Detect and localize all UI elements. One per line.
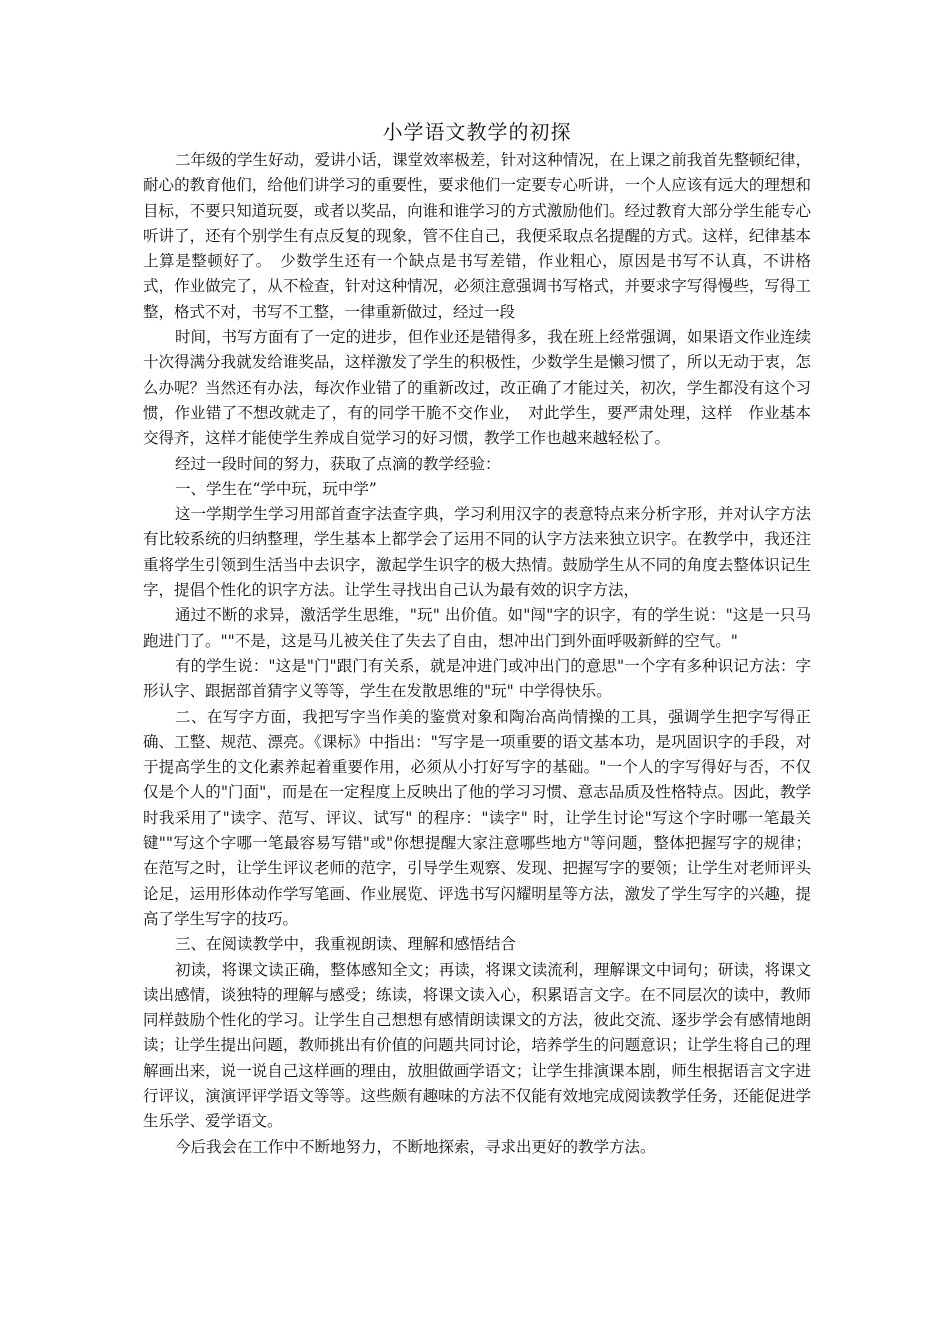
paragraph-discipline: 二年级的学生好动，爱讲小话，课堂效率极差，针对这种情况，在上课之前我首先整顿纪律，耐心的教育他们，给他们讲学习的重要性，要求他们一定要专心听讲，一个人应该有远大的理想和目标，不要只知道玩耍，或者以奖品，向谁和谁学习的方式激励他们。经过教育大部分学生能专心听讲了，还有个别学生有点反复的现象，管不住自己，我便采取点名提醒的方式。这样，纪律基本上算是整顿好了。 少数学生还有一个缺点是书写差错，作业粗心，原因是书写不认真，不讲格式，作业做完了，从不检查，针对这种情况，必须注意强调书写格式，并要求字写得慢些，写得工整，格式不对，书写不工整，一律重新做过，经过一段 [143, 151, 811, 321]
paragraph-conclusion: 今后我会在工作中不断地努力，不断地探索，寻求出更好的教学方法。 [175, 1137, 656, 1156]
section-heading-3: 三、在阅读教学中，我重视朗读、理解和感悟结合 [175, 935, 517, 954]
paragraph-homework-habits: 时间，书写方面有了一定的进步，但作业还是错得多，我在班上经常强调，如果语文作业连续十次得满分我就发给谁奖品，这样激发了学生的积极性，少数学生是懒习惯了，所以无动于衷，怎么办呢？当然还有办法，每次作业错了的重新改过，改正确了才能过关，初次，学生都没有这个习惯，作业错了不想改就走了，有的同学干脆不交作业， 对此学生，要严肃处理，这样 作业基本交得齐，这样才能使学生养成自觉学习的好习惯，教学工作也越来越轻松了。 [143, 328, 811, 448]
document-title: 小学语文教学的初探 [382, 120, 572, 144]
paragraph-writing-section: 二、在写字方面，我把写字当作美的鉴赏对象和陶冶高尚情操的工具，强调学生把字写得正确、工整、规范、漂亮。《课标》中指出："写字是一项重要的语文基本功，是巩固识字的手段，对于提高学生的文化素养起着重要作用，必须从小打好写字的基础。"一个人的字写得好与否，不仅仅是个人的"门面"，而是在一定程度上反映出了他的学习习惯、意志品质及性格特点。因此，教学时我采用了"读字、范写、评议、试写" 的程序："读字" 时，让学生讨论"写这个字时哪一笔最关键""写这个字哪一笔最容易写错"或"你想提醒大家注意哪些地方"等问题，整体把握写字的规律；在范写之时，让学生评议老师的范字，引导学生观察、发现、把握写字的要领；让学生对老师评头论足，运用形体动作学写笔画、作业展览、评选书写闪耀明星等方法，激发了学生写字的兴趣，提高了学生写字的技巧。 [143, 707, 811, 928]
paragraph-chuang-example: 通过不断的求异，激活学生思维，"玩" 出价值。如"闯"字的识字，有的学生说："这是一只马跑进门了。""不是，这是马儿被关住了失去了自由，想冲出门到外面呼吸新鲜的空气。" [143, 606, 811, 650]
paragraph-experience-intro: 经过一段时间的努力，获取了点滴的教学经验： [175, 454, 501, 473]
document-page [143, 118, 811, 1160]
section-heading-1: 一、学生在“学中玩，玩中学” [175, 479, 377, 498]
paragraph-men-example: 有的学生说："这是"门"跟门有关系，就是冲进门或冲出门的意思"一个字有多种识记方法：字形认字、跟据部首猜字义等等，学生在发散思维的"玩" 中学得快乐。 [143, 656, 811, 701]
paragraph-reading-methods: 初读，将课文读正确，整体感知全文；再读，将课文读流利，理解课文中词句；研读，将课文读出感情，谈独特的理解与感受；练读，将课文读入心，积累语言文字。在不同层次的读中，教师同样鼓励个性化的学习。让学生自己想想有感情朗读课文的方法，彼此交流、逐步学会有感情地朗读；让学生提出问题，教师挑出有价值的问题共同讨论，培养学生的问题意识；让学生将自己的理解画出来，说一说自己这样画的理由，放胆做画学语文；让学生排演课本剧，师生根据语言文字进行评议，演演评评学语文等等。这些颇有趣味的方法不仅能有效地完成阅读教学任务，还能促进学生乐学、爱学语文。 [143, 960, 811, 1131]
paragraph-literacy-methods: 这一学期学生学习用部首查字法查字典，学习利用汉字的表意特点来分析字形，并对认字方法有比较系统的归纳整理，学生基本上都学会了运用不同的认字方法来独立识字。在教学中，我还注重将学生引领到生活当中去识字，激起学生识字的极大热情。鼓励学生从不同的角度去整体识记生字，提倡个性化的识字方法。让学生寻找出自己认为最有效的识字方法， [143, 505, 811, 600]
